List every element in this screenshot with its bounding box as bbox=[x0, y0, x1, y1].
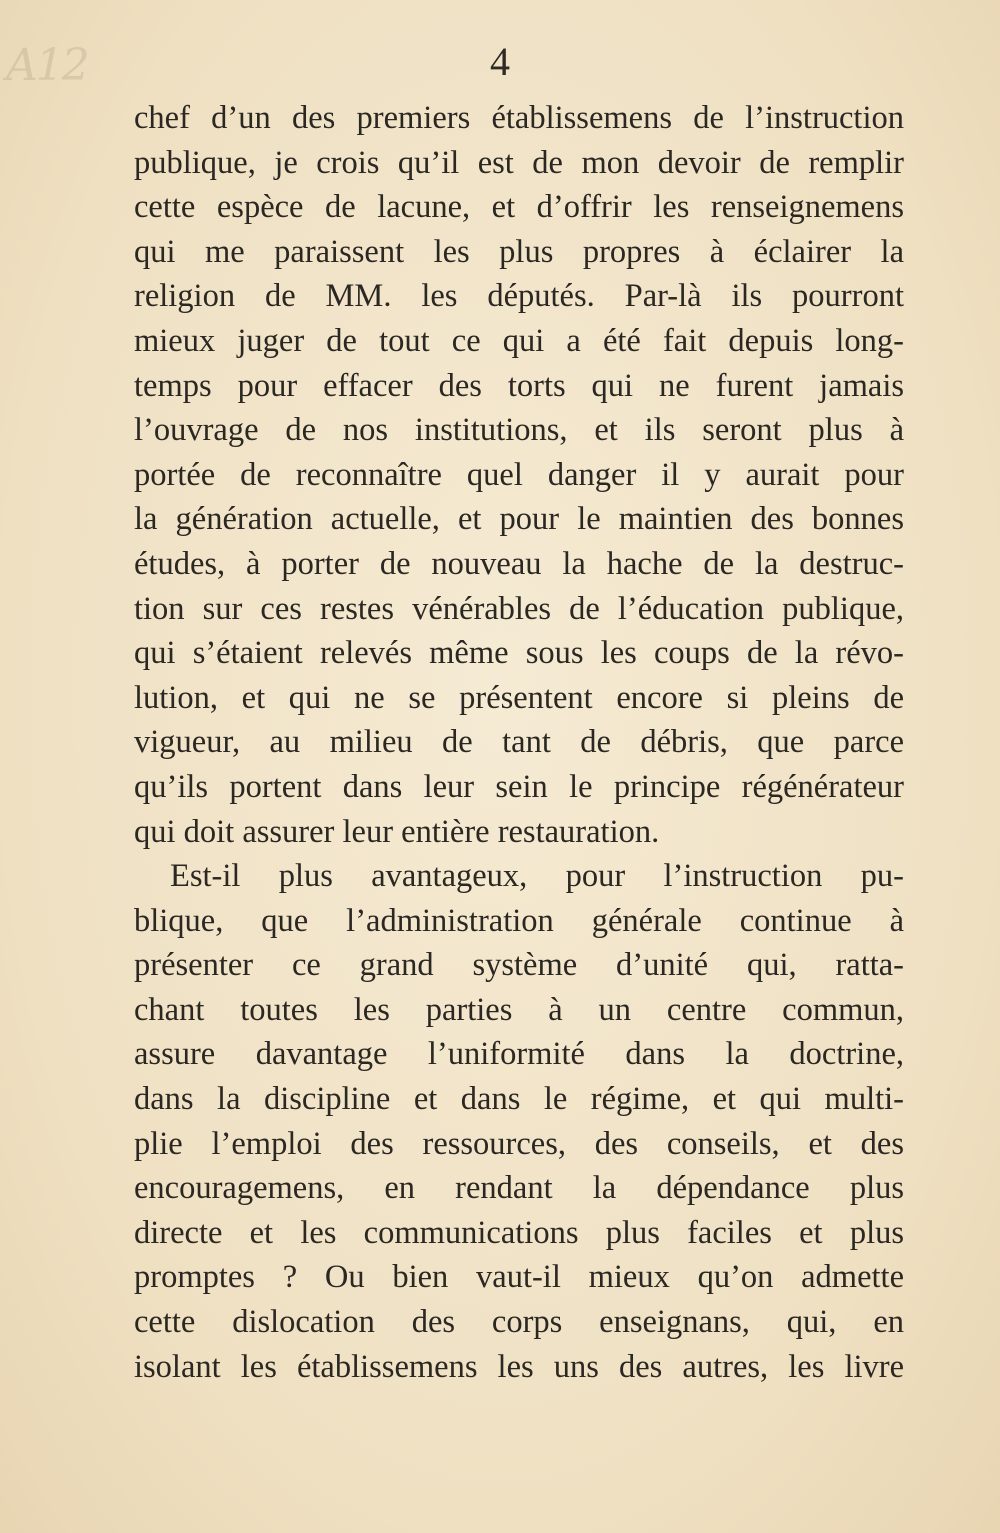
text-line: temps pour effacer des torts qui ne furent jamais bbox=[134, 367, 904, 404]
text-line: promptes ? Ou bien vaut-il mieux qu’on admette bbox=[134, 1259, 904, 1296]
text-line: lution, et qui ne se présentent encore si pleins de bbox=[134, 679, 904, 716]
text-line: chef d’un des premiers établissemens de l’instruction bbox=[134, 100, 904, 136]
text-line: qui me paraissent les plus propres à éclairer la bbox=[134, 233, 904, 270]
text-line: études, à porter de nouveau la hache de la destruc- bbox=[134, 545, 904, 582]
body-text bbox=[134, 96, 904, 1389]
text-line: religion de MM. les députés. Par-là ils pourront bbox=[134, 278, 904, 315]
text-line: qu’ils portent dans leur sein le principe régénérateur bbox=[134, 768, 904, 805]
text-line: publique, je crois qu’il est de mon devoir de remplir bbox=[134, 144, 904, 181]
text-line: cette dislocation des corps enseignans, qui, en bbox=[134, 1304, 904, 1341]
page-number: 4 bbox=[490, 39, 510, 84]
text-line: portée de reconnaître quel danger il y aurait pour bbox=[134, 456, 904, 493]
text-line: qui s’étaient relevés même sous les coups de la révo- bbox=[134, 635, 904, 672]
text-line: blique, que l’administration générale continue à bbox=[134, 902, 904, 939]
text-line: isolant les établissemens les uns des autres, les livre bbox=[134, 1348, 904, 1385]
text-line: encouragemens, en rendant la dépendance plus bbox=[134, 1170, 904, 1207]
text-line: plie l’emploi des ressources, des conseils, et des bbox=[134, 1125, 904, 1162]
text-line: vigueur, au milieu de tant de débris, que parce bbox=[134, 724, 904, 761]
text-line: présenter ce grand système d’unité qui, ratta- bbox=[134, 947, 904, 984]
text-line: Est-il plus avantageux, pour l’instruction pu- bbox=[170, 858, 904, 895]
margin-pencil-mark: A12 bbox=[6, 40, 88, 91]
text-line: directe et les communications plus faciles et plus bbox=[134, 1214, 904, 1251]
text-line: mieux juger de tout ce qui a été fait depuis long- bbox=[134, 322, 904, 359]
text-line: tion sur ces restes vénérables de l’éducation publique, bbox=[134, 590, 904, 627]
text-line: qui doit assurer leur entière restauration. bbox=[134, 813, 660, 850]
text-line: dans la discipline et dans le régime, et qui multi- bbox=[134, 1081, 904, 1118]
text-line: cette espèce de lacune, et d’offrir les renseignemens bbox=[134, 189, 904, 226]
text-line: chant toutes les parties à un centre commun, bbox=[134, 991, 904, 1028]
text-line: l’ouvrage de nos institutions, et ils seront plus à bbox=[134, 412, 904, 449]
text-line: assure davantage l’uniformité dans la doctrine, bbox=[134, 1036, 904, 1073]
text-line: la génération actuelle, et pour le maintien des bonnes bbox=[134, 501, 904, 538]
